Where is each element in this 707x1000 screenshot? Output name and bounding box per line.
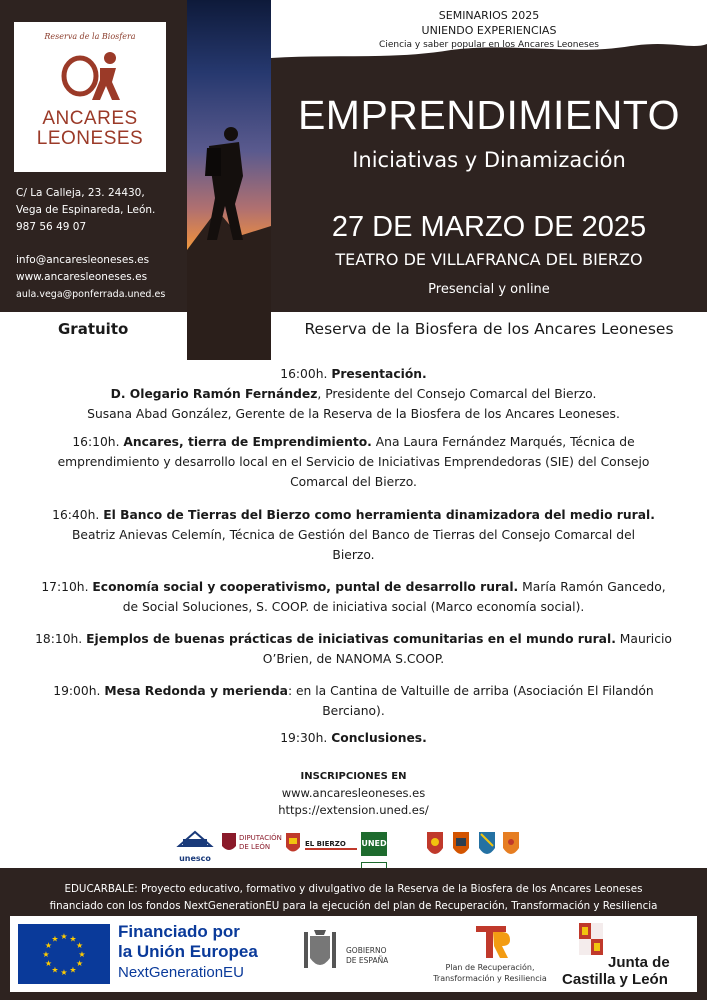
phone-number: 987 56 49 07 [16,221,87,233]
speaker-name: D. Olegario Ramón Fernández [110,387,318,401]
logo-arc-text: Reserva de la Biosfera [44,32,136,41]
registration-url-ancares[interactable]: www.ancaresleoneses.es [281,786,426,800]
gobierno-espana [346,946,388,966]
funding-logos [10,916,697,992]
address-line2: Vega de Espinareda, León. [16,204,156,216]
logo-name-line2: LEONESES [36,128,144,149]
speaker-line: Ana Laura Fernández Marqués, Técnica de [375,435,635,449]
event-venue: TEATRO DE VILLAFRANCA DEL BIERZO [335,250,643,269]
logo-name-line1: ANCARES [42,108,138,129]
eu-star-icon: ★ [78,950,86,959]
jcyl-line2: Castilla y León [562,971,668,988]
item-time: 17:10h. [41,580,89,594]
project-line2: financiado con los fondos NextGenerationEU para la ejecución del plan de Recuperación, Transformación y Resiliencia [49,900,658,912]
prtr-line2: Transformación y Resiliencia [433,974,547,983]
eu-star-icon: ★ [69,934,77,944]
village-shield-2-icon [451,826,471,864]
reserve-name: Reserva de la Biosfera de los Ancares Leoneses [304,320,674,338]
program-item-ancares [30,432,677,492]
item-detail: Berciano). [322,704,385,718]
speaker-line: Beatriz Anievas Celemín, Técnica de Gestión del Banco de Tierras del Consejo Comarcal del [71,528,636,542]
email-info[interactable]: info@ancaresleoneses.es [16,254,150,266]
email-aula[interactable]: aula.vega@ponferrada.uned.es [16,289,166,300]
event-date: 27 DE MARZO DE 2025 [331,211,647,243]
item-time: 18:10h. [35,632,83,646]
village-shield-1-icon [425,826,445,864]
speaker-line: O’Brien, de NANOMA S.COOP. [262,652,445,666]
eu-star-icon: ★ [60,932,68,941]
eu-star-icon: ★ [51,965,59,975]
page-title: EMPRENDIMIENTO [297,92,681,138]
program-item-mesa-redonda [30,681,677,721]
item-time: 19:00h. [53,684,101,698]
program-item-presentation [30,364,677,424]
contact-block [16,185,184,303]
seminar-series: UNIENDO EXPERIENCIAS [421,24,557,37]
website-link[interactable]: www.ancaresleoneses.es [16,271,148,283]
gob-line2: DE ESPAÑA [346,956,389,965]
prtr-logo-icon [472,924,512,960]
program-item-conclusiones [30,728,677,748]
eu-star-icon: ★ [44,941,52,950]
speaker-line: María Ramón Gancedo, [522,580,666,594]
gob-line1: GOBIERNO [346,946,387,955]
event-mode: Presencial y online [428,282,550,297]
registration-heading: INSCRIPCIONES EN [300,771,407,782]
project-line1: EDUCARBALE: Proyecto educativo, formativo y divulgativo de la Reserva de la Biosfera de los Ancares Leoneses [64,883,643,895]
item-title: Mesa Redonda y merienda [104,684,288,698]
item-time: 19:30h. [280,731,328,745]
item-time: 16:40h. [52,508,100,522]
diputacion-leon-logo: DIPUTACIÓN DE LEÓN [221,826,281,864]
registration-url-uned[interactable]: https://extension.uned.es/ [278,803,429,817]
speaker-line: Susana Abad González, Gerente de la Reserva de la Biosfera de los Ancares Leoneses. [87,407,620,421]
el-bierzo-logo: EL BIERZO [305,826,357,864]
sponsor-logos [175,826,520,866]
unesco-logo: unesco [175,826,215,864]
speaker-line: Mauricio [619,632,672,646]
speaker-line: de Social Soluciones, S. COOP. de iniciativa social (Marco economía social). [122,600,585,614]
program-item-buenas-practicas [30,629,677,669]
eu-star-icon: ★ [69,965,77,975]
item-title: Conclusiones. [331,731,427,745]
village-shield-3-icon [477,826,497,864]
project-description [20,881,687,915]
item-detail: : en la Cantina de Valtuille de arriba (Asociación El Filandón [287,684,654,698]
leon-shield-icon [285,826,301,864]
program-item-banco-tierras [30,505,677,565]
eu-star-icon: ★ [76,941,84,950]
spain-coat-of-arms-icon [300,928,340,978]
price-label: Gratuito [58,320,129,338]
item-title: Ancares, tierra de Emprendimiento. [123,435,372,449]
hiker-silhouette-photo [187,0,271,360]
prtr-line1: Plan de Recuperación, [445,963,535,972]
speaker-line: Bierzo. [332,548,375,562]
item-title: Presentación. [331,367,427,381]
eu-star-icon: ★ [60,968,68,977]
address-line1: C/ La Calleja, 23. 24430, [16,187,145,199]
eu-star-icon: ★ [76,959,84,968]
seminar-year: SEMINARIOS 2025 [438,9,540,22]
logo-figure-icon [54,48,126,104]
seminar-tagline: Ciencia y saber popular en los Ancares Leoneses [379,40,599,50]
village-shield-4-icon [501,826,521,864]
uned-logo: UNED [361,826,417,864]
item-time: 16:00h. [280,367,328,381]
speaker-role: , Presidente del Consejo Comarcal del Bierzo. [317,387,597,401]
item-title: Ejemplos de buenas prácticas de iniciativas comunitarias en el mundo rural. [86,632,616,646]
item-title: Economía social y cooperativismo, puntal de desarrollo rural. [92,580,519,594]
ancares-logo [14,22,166,172]
jcyl-line1: Junta de [608,954,670,971]
speaker-line: Comarcal del Bierzo. [290,475,417,489]
eu-funded-line2: la Unión Europea [118,942,258,961]
eu-star-icon: ★ [44,959,52,968]
eu-star-icon: ★ [42,950,50,959]
page-subtitle: Iniciativas y Dinamización [352,148,626,172]
eu-nextgen: NextGenerationEU [118,964,244,981]
eu-funded-line1: Financiado por [118,922,240,941]
registration-block [0,768,707,819]
item-title: El Banco de Tierras del Bierzo como herramienta dinamizadora del medio rural. [103,508,655,522]
speaker-line: emprendimiento y desarrollo local en el Servicio de Iniciativas Emprendedoras (SIE) del Consejo [57,455,650,469]
eu-star-icon: ★ [51,934,59,944]
program-item-economia-social [30,577,677,617]
item-time: 16:10h. [72,435,120,449]
castilla-leon-shield-icon [578,922,604,956]
eu-flag-icon [18,924,110,984]
